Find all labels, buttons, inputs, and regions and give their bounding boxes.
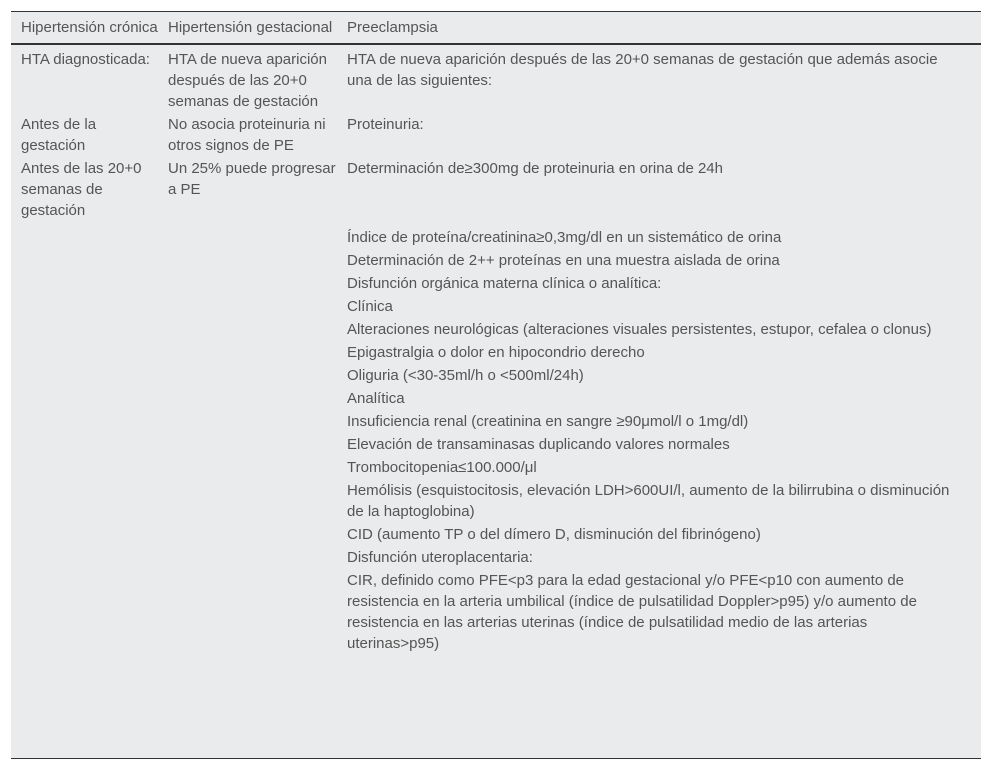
cell-gestacional bbox=[158, 226, 337, 249]
cell-preeclampsia: CID (aumento TP o del dímero D, disminución del fibrinógeno) bbox=[347, 526, 761, 543]
table-row bbox=[11, 456, 981, 479]
table-row bbox=[11, 523, 981, 546]
table-row bbox=[11, 569, 981, 655]
table-row bbox=[11, 341, 981, 364]
cell-cronica bbox=[11, 364, 158, 387]
cell-gestacional bbox=[158, 456, 337, 479]
header-preeclampsia: Preeclampsia bbox=[337, 12, 981, 44]
cell-cronica bbox=[11, 410, 158, 433]
table-row bbox=[11, 44, 981, 113]
cell-gestacional bbox=[158, 569, 337, 655]
cell-preeclampsia: CIR, definido como PFE<p3 para la edad gestacional y/o PFE<p10 con aumento de resistencia en la arteria umbilical (índice de pulsatilidad Doppler>p95) y/o aumento de resistencia en las arterias uterinas (índice de pulsatilidad medio de las arterias uterinas>p95) bbox=[347, 572, 917, 652]
cell-gestacional bbox=[158, 272, 337, 295]
table-row bbox=[11, 546, 981, 569]
table-row bbox=[11, 157, 981, 226]
hypertension-classification-table bbox=[11, 12, 981, 655]
cell-preeclampsia: Hemólisis (esquistocitosis, elevación LDH>600UI/l, aumento de la bilirrubina o disminución de la haptoglobina) bbox=[347, 482, 950, 520]
table-row bbox=[11, 272, 981, 295]
cell-cronica bbox=[11, 387, 158, 410]
table-header-row bbox=[11, 12, 981, 44]
table-row bbox=[11, 249, 981, 272]
cell-gestacional bbox=[158, 479, 337, 523]
cell-gestacional bbox=[158, 364, 337, 387]
table-row bbox=[11, 318, 981, 341]
cell-cronica bbox=[11, 456, 158, 479]
cell-preeclampsia: Trombocitopenia≤100.000/μl bbox=[347, 459, 537, 476]
cell-preeclampsia: HTA de nueva aparición después de las 20+0 semanas de gestación que además asocie una de las siguientes: bbox=[347, 51, 938, 89]
cell-preeclampsia: Oliguria (<30-35ml/h o <500ml/24h) bbox=[347, 367, 584, 384]
table-row bbox=[11, 113, 981, 157]
hypertension-classification-table-container bbox=[11, 11, 981, 759]
table-row bbox=[11, 410, 981, 433]
cell-gestacional: No asocia proteinuria ni otros signos de PE bbox=[168, 116, 326, 154]
cell-preeclampsia: Analítica bbox=[347, 390, 405, 407]
cell-gestacional bbox=[158, 546, 337, 569]
cell-preeclampsia: Alteraciones neurológicas (alteraciones visuales persistentes, estupor, cefalea o clonus) bbox=[347, 321, 932, 338]
cell-preeclampsia: Clínica bbox=[347, 298, 393, 315]
cell-cronica bbox=[11, 569, 158, 655]
cell-preeclampsia: Disfunción uteroplacentaria: bbox=[347, 549, 533, 566]
cell-cronica bbox=[11, 479, 158, 523]
cell-preeclampsia: Elevación de transaminasas duplicando valores normales bbox=[347, 436, 730, 453]
cell-cronica bbox=[11, 226, 158, 249]
cell-gestacional: HTA de nueva aparición después de las 20+0 semanas de gestación bbox=[168, 51, 327, 110]
cell-cronica bbox=[11, 295, 158, 318]
cell-cronica: Antes de las 20+0 semanas de gestación bbox=[21, 160, 142, 219]
cell-cronica bbox=[11, 272, 158, 295]
table-row bbox=[11, 479, 981, 523]
table-row bbox=[11, 433, 981, 456]
cell-gestacional bbox=[158, 295, 337, 318]
cell-cronica bbox=[11, 341, 158, 364]
cell-preeclampsia: Insuficiencia renal (creatinina en sangre ≥90μmol/l o 1mg/dl) bbox=[347, 413, 749, 430]
cell-gestacional bbox=[158, 410, 337, 433]
cell-gestacional bbox=[158, 341, 337, 364]
cell-cronica bbox=[11, 249, 158, 272]
header-hipertension-gestacional: Hipertensión gestacional bbox=[158, 12, 337, 44]
table-row bbox=[11, 387, 981, 410]
cell-cronica bbox=[11, 433, 158, 456]
cell-gestacional bbox=[158, 249, 337, 272]
cell-cronica bbox=[11, 523, 158, 546]
cell-gestacional bbox=[158, 433, 337, 456]
table-row bbox=[11, 295, 981, 318]
cell-cronica bbox=[11, 318, 158, 341]
cell-preeclampsia: Proteinuria: bbox=[347, 116, 424, 133]
cell-preeclampsia: Determinación de≥300mg de proteinuria en orina de 24h bbox=[347, 160, 723, 177]
table-row bbox=[11, 226, 981, 249]
cell-preeclampsia: Disfunción orgánica materna clínica o analítica: bbox=[347, 275, 662, 292]
cell-cronica: Antes de la gestación bbox=[21, 116, 97, 154]
cell-cronica: HTA diagnosticada: bbox=[21, 51, 150, 68]
cell-preeclampsia: Epigastralgia o dolor en hipocondrio derecho bbox=[347, 344, 645, 361]
cell-preeclampsia: Determinación de 2++ proteínas en una muestra aislada de orina bbox=[347, 252, 780, 269]
cell-preeclampsia: Índice de proteína/creatinina≥0,3mg/dl en un sistemático de orina bbox=[347, 229, 782, 246]
cell-gestacional bbox=[158, 318, 337, 341]
cell-gestacional bbox=[158, 523, 337, 546]
table-row bbox=[11, 364, 981, 387]
cell-gestacional bbox=[158, 387, 337, 410]
header-hipertension-cronica: Hipertensión crónica bbox=[11, 12, 158, 44]
cell-gestacional: Un 25% puede progresar a PE bbox=[168, 160, 336, 198]
cell-cronica bbox=[11, 546, 158, 569]
